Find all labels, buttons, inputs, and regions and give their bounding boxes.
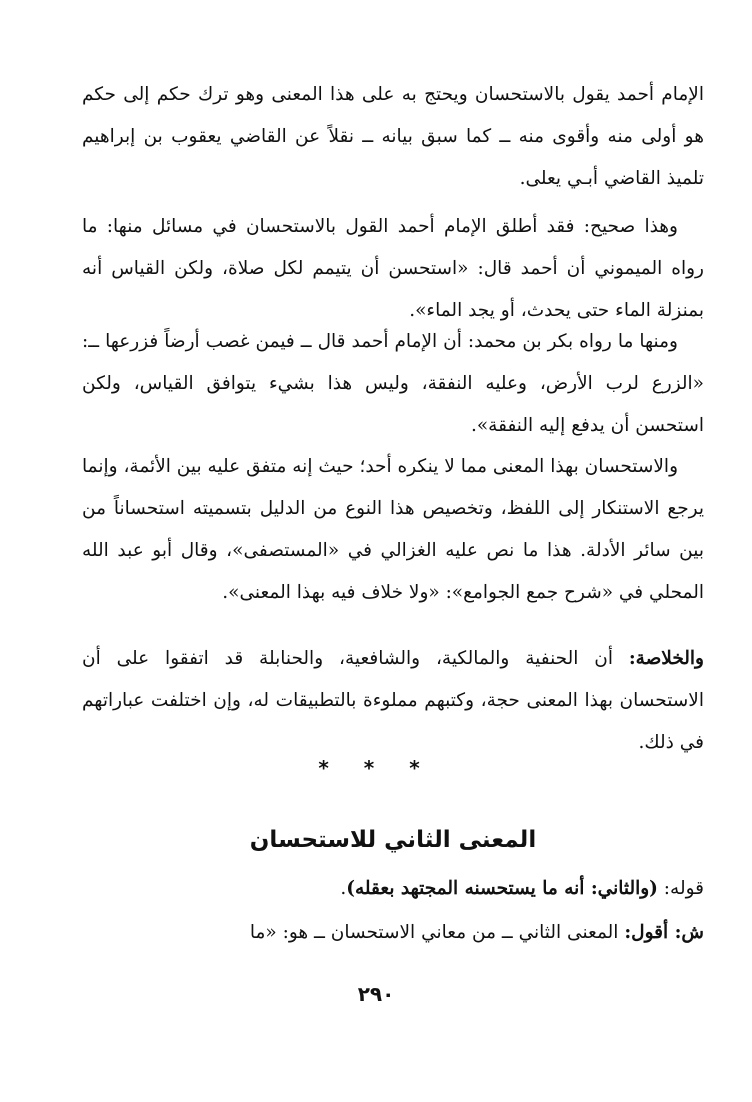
- section-separator: * * *: [318, 756, 434, 780]
- paragraph-4-text: والاستحسان بهذا المعنى مما لا ينكره أحد؛ حيث إنه متفق عليه بين الأئمة، وإنما يرجع الاستنكار إلى اللفظ، وتخصيص هذا النوع من الدليل بتسميته استحساناً من بين سائر الأدلة. هذا ما نص عليه الغزالي في «المستصفى»، وقال أبو عبد الله المحلي في «شرح جمع الجوامع»: «ولا خلاف فيه بهذا المعنى».: [82, 456, 704, 603]
- paragraph-1-text: الإمام أحمد يقول بالاستحسان ويحتج به على هذا المعنى وهو ترك حكم إلى حكم هو أولى منه وأقوى منه ــ كما سبق بيانه ــ نقلاً عن القاضي يعقوب بن إبراهيم تلميذ القاضي أبـي يعلى.: [82, 84, 704, 189]
- conclusion-body: أن الحنفية والمالكية، والشافعية، والحنابلة قد اتفقوا على أن الاستحسان بهذا المعنى حجة، وكتبهم مملوءة بالتطبيقات له، وإن اختلفت عباراتهم في ذلك.: [82, 648, 704, 753]
- quote-text: (والثاني: أنه ما يستحسنه المجتهد بعقله): [346, 878, 658, 899]
- paragraph-quote: [82, 868, 704, 910]
- quote-prefix: قوله:: [657, 878, 704, 899]
- paragraph-conclusion: [82, 638, 704, 764]
- paragraph-4: [82, 446, 704, 614]
- paragraph-2: [82, 206, 704, 332]
- paragraph-commentary: [82, 912, 704, 954]
- paragraph-1: [82, 74, 704, 200]
- paragraph-2-text: وهذا صحيح: فقد أطلق الإمام أحمد القول بالاستحسان في مسائل منها: ما رواه الميموني أن أحمد قال: «استحسن أن يتيمم لكل صلاة، ولكن القياس أنه بمنزلة الماء حتى يحدث، أو يجد الماء».: [82, 216, 704, 321]
- commentary-body: المعنى الثاني ــ من معاني الاستحسان ــ هو: «ما: [249, 922, 625, 943]
- paragraph-commentary-text: [82, 912, 704, 954]
- page-number: ٢٩٠: [357, 982, 395, 1006]
- commentary-label: ش: أقول:: [624, 922, 704, 943]
- paragraph-conclusion-text: [82, 638, 704, 764]
- section-heading: المعنى الثاني للاستحسان: [249, 827, 537, 853]
- paragraph-3-text: ومنها ما رواه بكر بن محمد: أن الإمام أحمد قال ــ فيمن غصب أرضاً فزرعها ــ: «الزرع لرب الأرض، وعليه النفقة، وليس هذا بشيء يتوافق القياس، ولكن استحسن أن يدفع إليه النفقة».: [82, 331, 704, 436]
- paragraph-3: [82, 321, 704, 447]
- conclusion-label: والخلاصة:: [628, 648, 704, 669]
- paragraph-quote-text: [82, 868, 704, 910]
- quote-suffix: .: [340, 878, 347, 899]
